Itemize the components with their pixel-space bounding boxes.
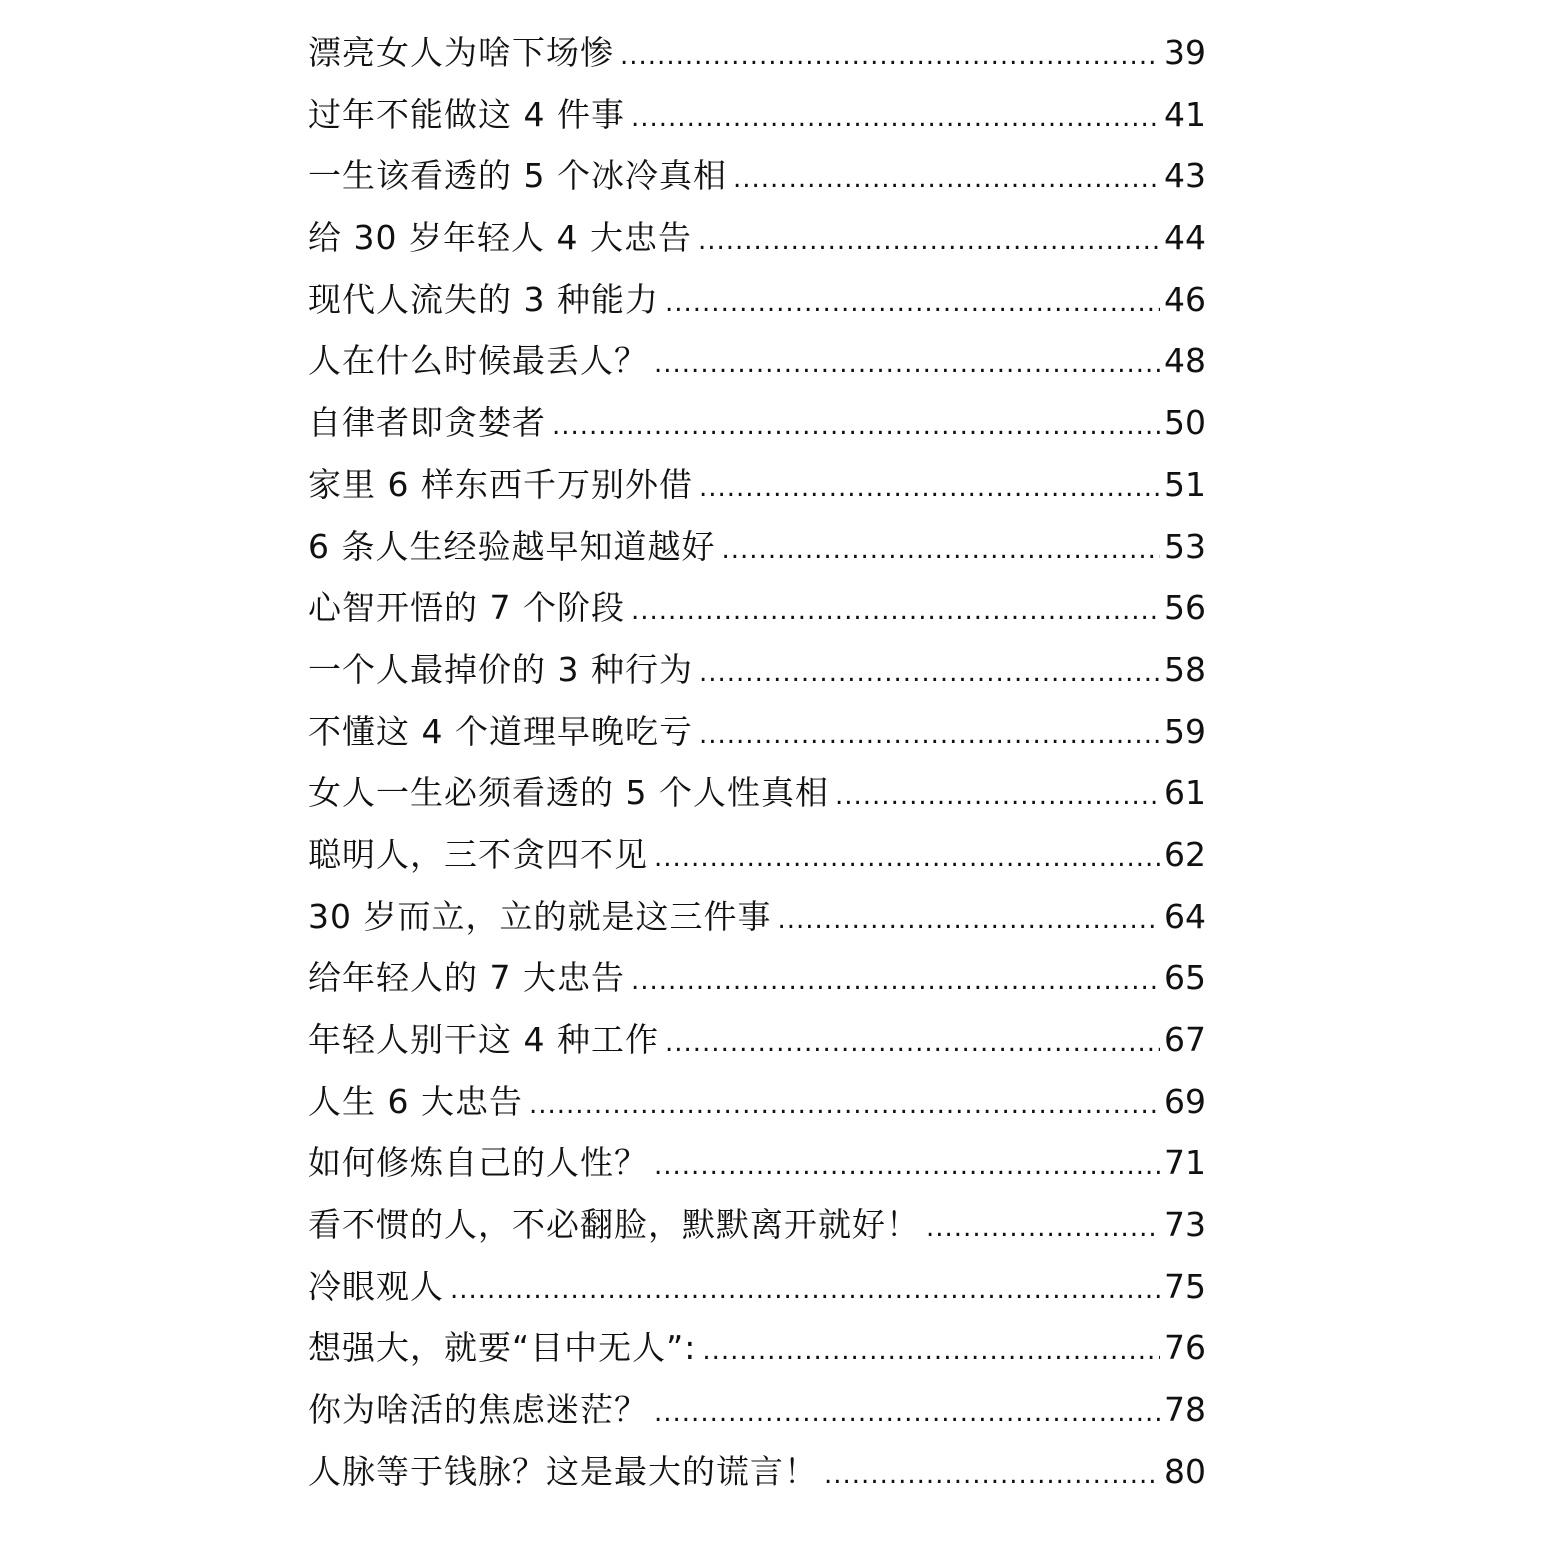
toc-entry-title: 人脉等于钱脉？这是最大的谎言！ xyxy=(308,1451,818,1491)
toc-entry-page: 39 xyxy=(1164,33,1206,72)
toc-entry-page: 80 xyxy=(1164,1451,1206,1491)
toc-entry[interactable] xyxy=(308,145,1206,207)
toc-entry-page: 75 xyxy=(1164,1266,1206,1306)
toc-entry[interactable] xyxy=(308,886,1206,948)
toc-entry-title: 看不惯的人，不必翻脸，默默离开就好！ xyxy=(308,1205,920,1245)
toc-entry-page: 46 xyxy=(1164,279,1206,319)
toc-dot-leader xyxy=(631,88,1160,150)
toc-dot-leader xyxy=(631,951,1160,1013)
toc-entry-page: 48 xyxy=(1164,341,1206,381)
toc-entry-page: 64 xyxy=(1164,896,1206,936)
toc-entry-page: 56 xyxy=(1164,588,1206,628)
toc-dot-leader xyxy=(654,1383,1160,1445)
toc-entry-page: 53 xyxy=(1164,526,1206,566)
toc-dot-leader xyxy=(529,1075,1160,1137)
toc-dot-leader xyxy=(450,1260,1160,1322)
toc-entry[interactable] xyxy=(308,824,1206,886)
toc-entry[interactable] xyxy=(308,207,1206,269)
toc-entry[interactable] xyxy=(308,701,1206,763)
toc-entry-title: 家里 6 样东西千万别外借 xyxy=(308,464,693,504)
toc-entry-page: 78 xyxy=(1164,1390,1206,1430)
toc-entry-title: 聪明人，三不贪四不见 xyxy=(308,834,648,874)
toc-dot-leader xyxy=(699,643,1160,705)
toc-entry-page: 69 xyxy=(1164,1081,1206,1121)
toc-entry-page: 59 xyxy=(1164,711,1206,751)
toc-entry-title: 6 条人生经验越早知道越好 xyxy=(308,526,716,566)
toc-entry-title: 30 岁而立，立的就是这三件事 xyxy=(308,896,772,936)
toc-dot-leader xyxy=(698,211,1160,273)
toc-dot-leader xyxy=(824,1445,1160,1507)
toc-dot-leader xyxy=(552,396,1160,458)
toc-entry[interactable] xyxy=(308,330,1206,392)
toc-entry-title: 你为啥活的焦虑迷茫？ xyxy=(308,1390,648,1430)
toc-entry[interactable] xyxy=(308,1194,1206,1256)
toc-entry-title: 人在什么时候最丢人？ xyxy=(308,341,648,381)
toc-dot-leader xyxy=(733,149,1160,211)
toc-dot-leader xyxy=(722,520,1161,582)
table-of-contents xyxy=(308,22,1206,1503)
toc-dot-leader xyxy=(699,458,1160,520)
toc-entry-page: 71 xyxy=(1164,1143,1206,1183)
toc-entry-title: 给 30 岁年轻人 4 大忠告 xyxy=(308,218,692,258)
toc-dot-leader xyxy=(926,1198,1160,1260)
toc-entry-page: 65 xyxy=(1164,958,1206,998)
toc-dot-leader xyxy=(702,1321,1160,1383)
toc-entry[interactable] xyxy=(308,947,1206,1009)
toc-entry-page: 50 xyxy=(1164,403,1206,443)
toc-entry-page: 43 xyxy=(1164,156,1206,196)
toc-entry-page: 58 xyxy=(1164,649,1206,689)
toc-dot-leader xyxy=(654,334,1160,396)
toc-entry-title: 一个人最掉价的 3 种行为 xyxy=(308,649,693,689)
toc-entry-title: 人生 6 大忠告 xyxy=(308,1081,523,1121)
toc-dot-leader xyxy=(665,273,1160,335)
toc-entry[interactable] xyxy=(308,1009,1206,1071)
toc-entry[interactable] xyxy=(308,392,1206,454)
toc-entry-title: 过年不能做这 4 件事 xyxy=(308,94,625,134)
toc-entry[interactable] xyxy=(308,516,1206,578)
toc-entry-page: 62 xyxy=(1164,834,1206,874)
toc-entry-title: 如何修炼自己的人性？ xyxy=(308,1143,648,1183)
toc-entry[interactable] xyxy=(308,1132,1206,1194)
toc-dot-leader xyxy=(835,766,1160,828)
toc-entry-page: 67 xyxy=(1164,1020,1206,1059)
toc-entry[interactable] xyxy=(308,577,1206,639)
toc-entry-title: 不懂这 4 个道理早晚吃亏 xyxy=(308,711,693,751)
toc-entry-page: 41 xyxy=(1164,94,1206,134)
toc-entry-title: 想强大，就要“目中无人”: xyxy=(308,1328,697,1368)
toc-dot-leader xyxy=(777,890,1160,952)
toc-entry-title: 心智开悟的 7 个阶段 xyxy=(308,588,625,628)
toc-entry-title: 冷眼观人 xyxy=(308,1266,444,1306)
toc-entry-page: 44 xyxy=(1164,218,1206,258)
toc-entry-title: 漂亮女人为啥下场惨 xyxy=(308,33,614,72)
toc-dot-leader xyxy=(665,1013,1160,1075)
toc-entry[interactable] xyxy=(308,269,1206,331)
toc-entry[interactable] xyxy=(308,1071,1206,1133)
toc-dot-leader xyxy=(654,828,1160,890)
toc-dot-leader xyxy=(631,581,1160,643)
toc-entry[interactable] xyxy=(308,1379,1206,1441)
toc-entry-page: 73 xyxy=(1164,1205,1206,1245)
toc-entry-title: 年轻人别干这 4 种工作 xyxy=(308,1020,659,1059)
toc-entry[interactable] xyxy=(308,639,1206,701)
toc-dot-leader xyxy=(699,705,1160,767)
toc-entry[interactable] xyxy=(308,84,1206,146)
toc-entry[interactable] xyxy=(308,1317,1206,1379)
toc-entry-page: 76 xyxy=(1164,1328,1206,1368)
toc-entry-title: 现代人流失的 3 种能力 xyxy=(308,279,659,319)
toc-entry[interactable] xyxy=(308,22,1206,84)
toc-entry[interactable] xyxy=(308,1256,1206,1318)
toc-entry-title: 女人一生必须看透的 5 个人性真相 xyxy=(308,773,829,813)
toc-entry[interactable] xyxy=(308,1441,1206,1503)
toc-entry-title: 自律者即贪婪者 xyxy=(308,403,546,443)
toc-entry-title: 一生该看透的 5 个冰冷真相 xyxy=(308,156,727,196)
toc-entry-page: 61 xyxy=(1164,773,1206,813)
toc-dot-leader xyxy=(654,1136,1160,1198)
toc-entry[interactable] xyxy=(308,454,1206,516)
toc-entry[interactable] xyxy=(308,762,1206,824)
toc-entry-title: 给年轻人的 7 大忠告 xyxy=(308,958,625,998)
toc-entry-page: 51 xyxy=(1164,464,1206,504)
toc-dot-leader xyxy=(620,26,1160,88)
